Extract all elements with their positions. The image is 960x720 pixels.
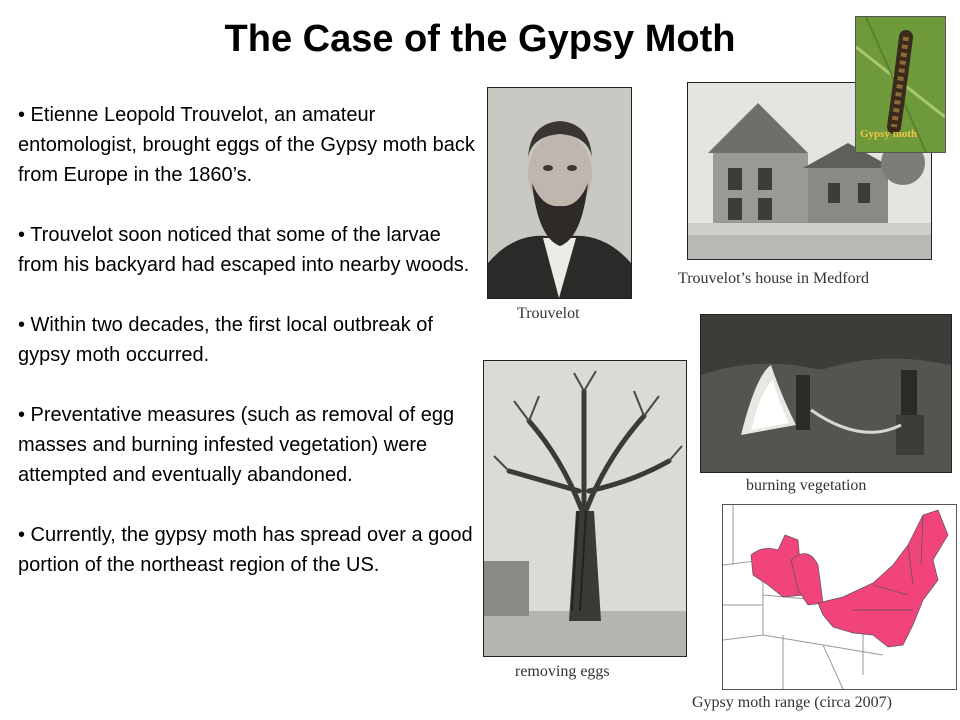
bullet-item: • Within two decades, the first local outbreak of gypsy moth occurred. xyxy=(18,314,433,366)
burning-vegetation-photo xyxy=(700,314,952,473)
bullet-item: • Etienne Leopold Trouvelot, an amateur entomologist, brought eggs of the Gypsy moth back from Europe in the 1860’s. xyxy=(18,104,475,186)
house-caption: Trouvelot’s house in Medford xyxy=(678,270,869,287)
range-map xyxy=(722,504,957,690)
removing-eggs-photo xyxy=(483,360,687,657)
trouvelot-caption: Trouvelot xyxy=(517,305,580,322)
removing-eggs-caption: removing eggs xyxy=(515,663,610,680)
slide-title: The Case of the Gypsy Moth xyxy=(224,18,736,60)
bullet-list xyxy=(18,100,478,610)
bullet-item: • Currently, the gypsy moth has spread over a good portion of the northeast region of the US. xyxy=(18,524,473,576)
bullet-item: • Preventative measures (such as removal of egg masses and burning infested vegetation) were attempted and eventually abandoned. xyxy=(18,404,455,486)
range-caption: Gypsy moth range (circa 2007) xyxy=(692,694,892,711)
trouvelot-portrait-photo xyxy=(487,87,632,299)
gypsy-moth-label: Gypsy moth xyxy=(860,128,918,140)
bullet-item: • Trouvelot soon noticed that some of the larvae from his backyard had escaped into nearby woods. xyxy=(18,224,470,276)
burning-caption: burning vegetation xyxy=(746,477,867,494)
